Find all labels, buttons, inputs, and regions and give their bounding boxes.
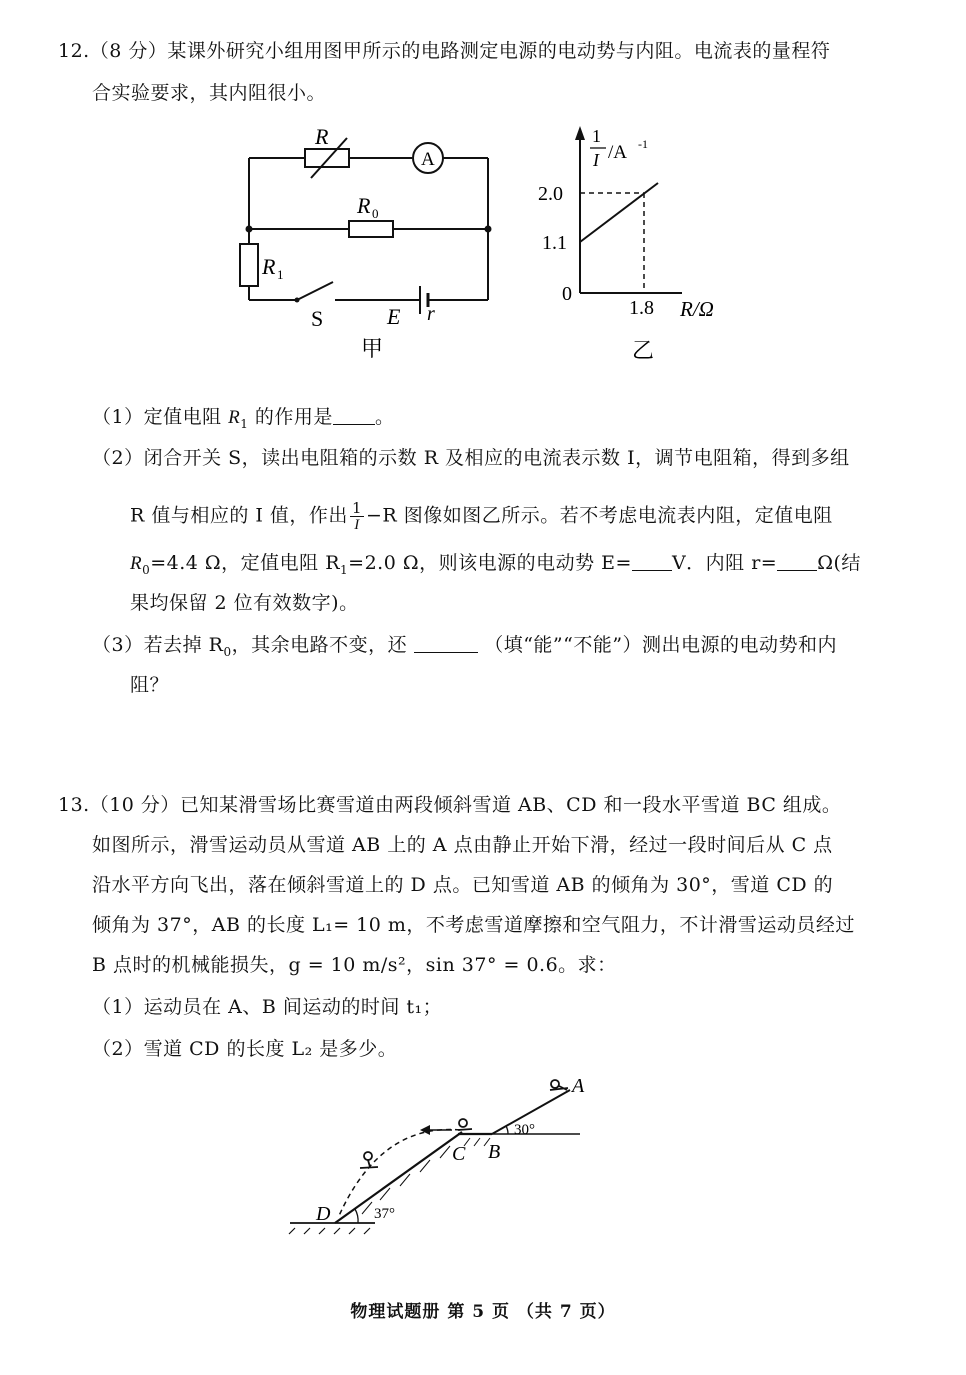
q12-part1-blank[interactable] [333,406,375,425]
y-axis-arrow [575,126,585,140]
point-a-label: A [572,1075,585,1097]
q12-part3-blank[interactable] [414,634,478,653]
circuit-caption: 甲 [361,336,384,361]
ski-slope-figure [280,1068,600,1238]
q13-line4: 倾角为 37°，AB 的长度 L₁= 10 m，不考虑雪道摩擦和空气阻力，不计滑雪运动员经过 [92,914,855,936]
switch-pivot [295,298,300,303]
angle-arc-37 [355,1209,358,1223]
r0-box [349,221,393,237]
skier-c-icon [459,1119,467,1127]
one-over-i-fraction [350,500,364,533]
q13-line2: 如图所示，滑雪运动员从雪道 AB 上的 A 点由静止开始下滑，经过一段时间后从 C 点 [92,834,833,856]
q12-part2-line3-c: =2.0 Ω，则该电源的电动势 E= [348,552,632,574]
point-c-label: C [452,1143,466,1165]
q12-part2-line3-e: Ω(结 [817,552,861,574]
angle-arc-30 [506,1126,508,1134]
y-tick-2.0: 2.0 [538,183,563,205]
q12-part3-text-b: ，其余电路不变，还 [231,634,408,656]
q12-part2-line3 [130,550,861,583]
switch-blade [297,282,333,300]
r1-label-sub: 1 [277,267,284,282]
q13-line1-text: 已知某滑雪场比赛雪道由两段倾斜雪道 AB、CD 和一段水平雪道 BC 组成。 [179,794,842,816]
q12-part2-line2 [130,500,833,533]
point-d-label: D [316,1203,331,1225]
y-label-unit: /A [608,142,627,163]
graph-figure [530,118,740,368]
data-line [580,183,658,242]
q12-part1-sub: 1 [240,416,249,431]
origin-label: 0 [562,283,572,305]
r0-label: R [357,193,371,218]
q12-part3-line2: 阻？ [130,674,170,696]
r0-sub: 0 [142,562,151,577]
q12-part2-line1-text: 闭合开关 S，读出电阻箱的示数 R 及相应的电流表示数 I，调节电阻箱，得到多组 [143,447,850,469]
q12-score: （8 分） [89,40,168,62]
q13-line1 [58,792,841,818]
circuit-diagram [225,118,515,368]
q13-part2: （2）雪道 CD 的长度 L₂ 是多少。 [92,1038,398,1060]
fraction-numerator: 1 [351,499,362,517]
junction-dot [246,226,253,233]
q12-part2-number: （2） [92,447,144,469]
q13-line5: B 点时的机械能损失，g = 10 m/s²，sin 37° = 0.6。求： [92,954,617,976]
internal-resistance-answer-blank[interactable] [777,552,817,571]
q12-part3-text-c: （填“能”“不能”）测出电源的电动势和内 [484,634,838,656]
q12-part3-line1 [92,632,837,665]
ground-hatch [289,1228,370,1234]
emf-answer-blank[interactable] [632,552,672,571]
q13-score: （10 分） [89,794,180,816]
r1-box [240,244,258,286]
skier-midair-icon [364,1152,372,1160]
x-tick-1.8: 1.8 [629,297,654,319]
q12-number: 12. [58,40,90,62]
flat-hatch [464,1138,490,1146]
y-label-num: 1 [592,126,601,146]
q12-part1-text-b: 的作用是 [248,406,333,428]
q13-number: 13. [58,794,90,816]
trajectory-path [338,1130,460,1218]
q12-part3-sub: 0 [223,644,232,659]
q12-part1-number: （1） [92,406,144,428]
q13-part1: （1）运动员在 A、B 间运动的时间 t₁； [92,996,443,1018]
emf-label: E [387,304,401,329]
skier-a-icon [551,1080,559,1088]
point-b-label: B [488,1141,501,1163]
x-axis-label: R/Ω [680,297,714,321]
r1-sub: 1 [340,562,349,577]
q12-part2-line4: 果均保留 2 位有效数字)。 [130,592,359,614]
slope-hatch [362,1146,450,1214]
rheostat-box [305,149,349,167]
ammeter-label: A [421,149,435,170]
r0-symbol: R [130,553,143,574]
q12-part1-var: R [228,407,241,428]
internal-r-label: r [427,303,435,325]
slope-cd [335,1132,462,1223]
q12-part2-line2-a: R 值与相应的 I 值，作出 [130,504,348,527]
q12-part2-line3-b: =4.4 Ω，定值电阻 R [150,552,341,574]
fraction-denominator: I [354,517,360,533]
q12-stem-line1 [58,38,830,64]
angle-37-label: 37° [374,1206,395,1222]
rheostat-label: R [315,124,329,149]
page-footer: 物理试题册 第 5 页 （共 7 页） [350,1302,616,1322]
q12-part1-end: 。 [374,406,395,428]
switch-label: S [311,306,324,331]
q12-part3-number: （3） [92,634,144,656]
q12-part2-line1 [92,445,850,471]
skier-c-skis [458,1129,472,1130]
y-label-exp: -1 [638,137,648,151]
graph-caption: 乙 [632,338,655,363]
r1-label: R [262,254,276,279]
y-label-den: I [593,150,599,170]
q12-part2-line3-d: V．内阻 r= [671,552,778,574]
q13-line3: 沿水平方向飞出，落在倾斜雪道上的 D 点。已知雪道 AB 的倾角为 30°，雪道 CD 的 [92,874,834,896]
q12-stem-text-1: 某课外研究小组用图甲所示的电路测定电源的电动势与内阻。电流表的量程符 [167,40,831,62]
junction-dot [485,226,492,233]
r0-label-sub: 0 [372,206,379,221]
angle-30-label: 30° [514,1122,535,1138]
q12-part2-line2-b: −R 图像如图乙所示。若不考虑电流表内阻，定值电阻 [365,504,833,527]
q12-part3-text-a: 若去掉 R [143,634,224,656]
q12-part1-text-a: 定值电阻 [143,406,229,428]
q12-stem-line2: 合实验要求，其内阻很小。 [92,82,327,104]
q12-part1 [92,404,394,437]
y-tick-1.1: 1.1 [542,232,567,254]
